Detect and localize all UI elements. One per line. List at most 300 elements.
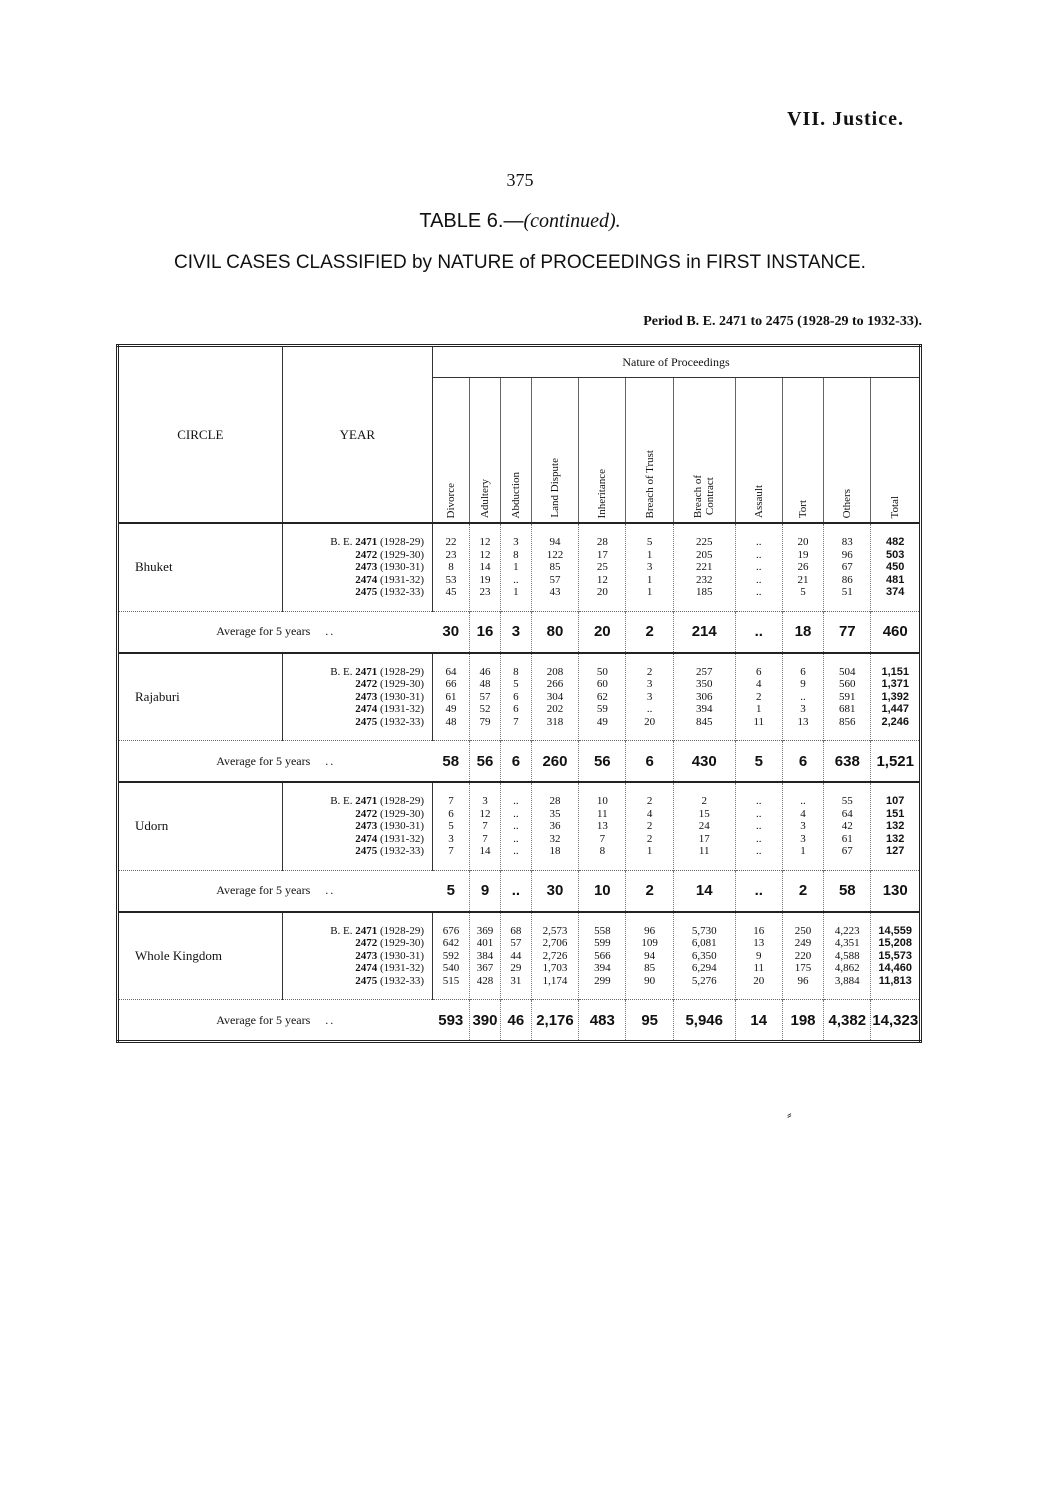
average-value: 56 bbox=[470, 741, 501, 783]
cell-value: 185 bbox=[695, 586, 713, 598]
cell-value: 5 bbox=[513, 678, 519, 690]
cell-value: 43 bbox=[549, 586, 561, 598]
cell-value: 5,730 bbox=[691, 924, 717, 937]
cell-value: 18 bbox=[549, 845, 561, 857]
cell-value: 11 bbox=[753, 962, 765, 974]
circle-name: Udorn bbox=[118, 782, 283, 870]
average-label bbox=[118, 1000, 433, 1042]
data-cell bbox=[824, 653, 871, 741]
cell-value: 515 bbox=[442, 974, 460, 987]
cell-value: 9 bbox=[756, 949, 762, 962]
data-cell bbox=[824, 912, 871, 1000]
data-cell bbox=[579, 653, 626, 741]
cell-value: 3,884 bbox=[834, 974, 860, 987]
cell-value: 20 bbox=[753, 974, 765, 987]
year-label: 2475 (1932-33) bbox=[355, 715, 424, 728]
average-row bbox=[118, 611, 921, 653]
data-cell bbox=[470, 782, 501, 870]
average-value: 14 bbox=[735, 1000, 782, 1042]
header-col-label: Breach of Trust bbox=[643, 449, 656, 518]
year-label: 2474 (1931-32) bbox=[355, 832, 424, 845]
cell-value: 57 bbox=[549, 573, 561, 586]
cell-value: 3 bbox=[448, 832, 454, 845]
cell-value: 67 bbox=[841, 845, 853, 857]
cell-value: 7 bbox=[482, 832, 488, 845]
cell-value: 61 bbox=[841, 832, 853, 845]
cell-value: 20 bbox=[644, 715, 656, 728]
cell-value: 6 bbox=[448, 807, 454, 820]
cell-value: 318 bbox=[546, 715, 564, 728]
cell-value: 6,081 bbox=[691, 937, 717, 949]
data-cell bbox=[531, 912, 578, 1000]
cell-value: 67 bbox=[841, 561, 853, 573]
data-cell bbox=[782, 523, 823, 611]
cell-value: 7 bbox=[448, 795, 454, 807]
data-cell bbox=[433, 782, 470, 870]
cell-value: 299 bbox=[594, 974, 611, 987]
header-col-inheritance bbox=[579, 378, 626, 524]
year-label: B. E. 2471 (1928-29) bbox=[330, 665, 424, 678]
data-cell bbox=[673, 653, 735, 741]
cell-value: 32 bbox=[549, 832, 561, 845]
cell-value: .. bbox=[756, 807, 762, 820]
cell-value: 374 bbox=[886, 586, 905, 598]
cell-value: 1 bbox=[646, 586, 653, 598]
average-value: 1,521 bbox=[871, 741, 921, 783]
cell-value: 59 bbox=[596, 703, 608, 715]
cell-value: 107 bbox=[886, 795, 905, 807]
cell-value: 249 bbox=[794, 937, 812, 949]
average-value: 6 bbox=[782, 741, 823, 783]
average-row bbox=[118, 741, 921, 783]
average-value: 2 bbox=[626, 870, 673, 912]
year-label: 2473 (1930-31) bbox=[355, 561, 424, 573]
average-value: 390 bbox=[470, 1000, 501, 1042]
cell-value: 504 bbox=[839, 665, 856, 678]
cell-value: .. bbox=[513, 573, 519, 586]
cell-value: 12 bbox=[479, 536, 491, 548]
average-value: 95 bbox=[626, 1000, 673, 1042]
year-label: B. E. 2471 (1928-29) bbox=[330, 924, 424, 937]
data-cell bbox=[673, 782, 735, 870]
cell-value: 36 bbox=[549, 820, 561, 832]
header-nature-of-proceedings: Nature of Proceedings bbox=[433, 346, 921, 378]
cell-value: 1,174 bbox=[542, 974, 568, 987]
cell-value: 24 bbox=[698, 820, 710, 832]
cell-value: 64 bbox=[445, 665, 457, 678]
data-cell bbox=[500, 782, 531, 870]
average-value: 14 bbox=[673, 870, 735, 912]
average-label-text: Average for 5 years bbox=[216, 883, 311, 897]
year-label: B. E. 2471 (1928-29) bbox=[330, 795, 424, 807]
cell-value: 3 bbox=[482, 795, 488, 807]
average-value: 483 bbox=[579, 1000, 626, 1042]
average-label bbox=[118, 741, 433, 783]
data-cell bbox=[735, 653, 782, 741]
cell-value: 599 bbox=[594, 937, 611, 949]
cell-value: 8 bbox=[513, 665, 519, 678]
header-col-others bbox=[824, 378, 871, 524]
header-col-label: Assault bbox=[752, 485, 765, 518]
circle-block-row bbox=[118, 912, 921, 1000]
header-col-label: Others bbox=[841, 488, 854, 518]
average-value: 77 bbox=[824, 611, 871, 653]
cell-value: 61 bbox=[445, 690, 457, 703]
cell-value: 2,573 bbox=[542, 924, 568, 937]
cell-value: 7 bbox=[599, 832, 606, 845]
average-value: 5 bbox=[433, 870, 470, 912]
cell-value: .. bbox=[756, 536, 762, 548]
cell-value: 394 bbox=[594, 962, 611, 974]
header-col-divorce bbox=[433, 378, 470, 524]
average-label-text: Average for 5 years bbox=[216, 1012, 311, 1027]
cell-value: 225 bbox=[695, 536, 713, 548]
data-cell bbox=[500, 523, 531, 611]
header-col-land-dispute bbox=[531, 378, 578, 524]
cell-value: 14 bbox=[479, 845, 491, 857]
average-value: 6 bbox=[626, 741, 673, 783]
cell-value: 57 bbox=[479, 690, 491, 703]
cell-value: 2,246 bbox=[881, 715, 909, 728]
cell-value: 2,706 bbox=[542, 937, 568, 949]
average-value: 80 bbox=[531, 611, 578, 653]
cell-value: 31 bbox=[510, 974, 522, 987]
year-label: B. E. 2471 (1928-29) bbox=[330, 536, 424, 548]
average-value: 30 bbox=[531, 870, 578, 912]
cell-value: 42 bbox=[841, 820, 853, 832]
cell-value: 60 bbox=[596, 678, 608, 690]
cell-value: 66 bbox=[445, 678, 457, 690]
cell-value: 1,392 bbox=[881, 690, 909, 703]
data-cell bbox=[735, 782, 782, 870]
cell-value: 7 bbox=[482, 820, 488, 832]
cell-value: 151 bbox=[886, 807, 905, 820]
year-label: 2473 (1930-31) bbox=[355, 690, 424, 703]
data-cell bbox=[824, 523, 871, 611]
cell-value: 4,588 bbox=[834, 949, 860, 962]
data-cell bbox=[673, 912, 735, 1000]
cell-value: 1,447 bbox=[881, 703, 909, 715]
cell-value: .. bbox=[513, 807, 519, 820]
cell-value: 86 bbox=[841, 573, 853, 586]
average-value: .. bbox=[735, 870, 782, 912]
average-label bbox=[118, 611, 433, 653]
cell-value: 681 bbox=[839, 703, 856, 715]
header-col-label: Breach of Contract bbox=[692, 474, 717, 518]
circle-name: Rajaburi bbox=[118, 653, 283, 741]
average-value: 130 bbox=[871, 870, 921, 912]
cell-value: 19 bbox=[797, 548, 809, 561]
cell-value: 49 bbox=[596, 715, 608, 728]
header-col-label: Abduction bbox=[509, 471, 522, 518]
cell-value: 83 bbox=[841, 536, 853, 548]
data-cell bbox=[500, 653, 531, 741]
cell-value: 64 bbox=[841, 807, 853, 820]
cell-value: 11 bbox=[597, 807, 608, 820]
stray-mark: ⸗ bbox=[787, 1108, 792, 1123]
cell-value: 384 bbox=[476, 949, 494, 962]
header-col-label: Divorce bbox=[445, 482, 458, 518]
data-cell bbox=[735, 523, 782, 611]
cell-value: 1 bbox=[646, 548, 653, 561]
cell-value: .. bbox=[756, 795, 762, 807]
data-cell bbox=[531, 523, 578, 611]
year-label: 2473 (1930-31) bbox=[355, 820, 424, 832]
cell-value: 48 bbox=[445, 715, 457, 728]
header-year: YEAR bbox=[282, 346, 432, 524]
table-subtitle: CIVIL CASES CLASSIFIED by NATURE of PROCEEDINGS in FIRST INSTANCE. bbox=[174, 252, 866, 273]
year-list bbox=[282, 523, 432, 611]
data-cell bbox=[433, 523, 470, 611]
cell-value: 250 bbox=[794, 924, 812, 937]
average-value: .. bbox=[500, 870, 531, 912]
data-cell bbox=[626, 782, 673, 870]
cell-value: 3 bbox=[646, 678, 653, 690]
data-cell bbox=[871, 912, 921, 1000]
cell-value: 1 bbox=[756, 703, 762, 715]
cell-value: 5 bbox=[800, 586, 806, 598]
cell-value: 367 bbox=[476, 962, 494, 974]
cell-value: 14,559 bbox=[878, 924, 913, 937]
cell-value: 845 bbox=[695, 715, 713, 728]
cell-value: 591 bbox=[839, 690, 856, 703]
data-cell bbox=[626, 523, 673, 611]
cell-value: 11,813 bbox=[878, 974, 912, 987]
circle-block-row bbox=[118, 653, 921, 741]
data-cell bbox=[673, 523, 735, 611]
cell-value: 22 bbox=[445, 536, 457, 548]
year-list bbox=[282, 912, 432, 1000]
cell-value: 4,223 bbox=[834, 924, 860, 937]
cell-value: 11 bbox=[753, 715, 765, 728]
circle-block-row bbox=[118, 782, 921, 870]
year-label: 2475 (1932-33) bbox=[355, 974, 424, 987]
cell-value: 46 bbox=[479, 665, 491, 678]
average-row bbox=[118, 870, 921, 912]
cell-value: 96 bbox=[644, 924, 656, 937]
cell-value: 205 bbox=[695, 548, 713, 561]
average-value: 5,946 bbox=[673, 1000, 735, 1042]
average-value: 58 bbox=[824, 870, 871, 912]
cell-value: 13 bbox=[797, 715, 809, 728]
cell-value: 856 bbox=[839, 715, 856, 728]
average-value: 2 bbox=[626, 611, 673, 653]
header-col-label: Land Dispute bbox=[548, 458, 561, 518]
cell-value: 127 bbox=[886, 845, 905, 857]
average-value: 2,176 bbox=[531, 1000, 578, 1042]
cell-value: 4 bbox=[756, 678, 762, 690]
cell-value: 2 bbox=[646, 832, 653, 845]
year-label: 2474 (1931-32) bbox=[355, 573, 424, 586]
cell-value: 6 bbox=[756, 665, 762, 678]
cell-value: 560 bbox=[839, 678, 856, 690]
circle-block-row bbox=[118, 523, 921, 611]
cell-value: 2 bbox=[646, 820, 653, 832]
header-col-breach-of-contract bbox=[673, 378, 735, 524]
cell-value: 20 bbox=[797, 536, 809, 548]
cell-value: 1,371 bbox=[881, 678, 909, 690]
data-cell bbox=[470, 653, 501, 741]
cell-value: 232 bbox=[695, 573, 713, 586]
cell-value: 12 bbox=[479, 548, 491, 561]
data-cell bbox=[531, 782, 578, 870]
average-value: 214 bbox=[673, 611, 735, 653]
cell-value: 401 bbox=[476, 937, 494, 949]
data-cell bbox=[579, 523, 626, 611]
cell-value: .. bbox=[513, 832, 519, 845]
table-title-continued: (continued). bbox=[523, 210, 621, 232]
average-label-dots: .. bbox=[310, 753, 336, 768]
cell-value: 94 bbox=[549, 536, 561, 548]
year-list bbox=[282, 782, 432, 870]
data-cell bbox=[531, 653, 578, 741]
cell-value: 350 bbox=[695, 678, 713, 690]
cell-value: 5,276 bbox=[691, 974, 717, 987]
cell-value: 94 bbox=[644, 949, 656, 962]
header-col-tort bbox=[782, 378, 823, 524]
cell-value: .. bbox=[756, 548, 762, 561]
year-label: 2475 (1932-33) bbox=[355, 845, 424, 857]
cell-value: 221 bbox=[695, 561, 713, 573]
average-value: 2 bbox=[782, 870, 823, 912]
cell-value: 9 bbox=[800, 678, 806, 690]
cell-value: 2 bbox=[646, 665, 653, 678]
cell-value: 428 bbox=[476, 974, 494, 987]
cell-value: 15,573 bbox=[878, 949, 913, 962]
cell-value: 481 bbox=[886, 573, 905, 586]
cell-value: 2 bbox=[646, 795, 653, 807]
cell-value: 12 bbox=[479, 807, 491, 820]
cell-value: 51 bbox=[841, 586, 853, 598]
cell-value: 13 bbox=[596, 820, 608, 832]
cell-value: 8 bbox=[513, 548, 519, 561]
cell-value: 1,703 bbox=[542, 962, 568, 974]
year-label: 2472 (1929-30) bbox=[355, 807, 424, 820]
year-label: 2472 (1929-30) bbox=[355, 548, 424, 561]
cell-value: 16 bbox=[753, 924, 765, 937]
cell-value: 540 bbox=[442, 962, 460, 974]
average-value: .. bbox=[735, 611, 782, 653]
average-value: 430 bbox=[673, 741, 735, 783]
header-col-label: Inheritance bbox=[596, 468, 609, 518]
cell-value: 304 bbox=[546, 690, 564, 703]
header-col-label: Adultery bbox=[478, 478, 491, 518]
year-label: 2475 (1932-33) bbox=[355, 586, 424, 598]
cell-value: 132 bbox=[886, 832, 905, 845]
cell-value: 592 bbox=[442, 949, 460, 962]
cell-value: 79 bbox=[479, 715, 491, 728]
cell-value: 68 bbox=[510, 924, 522, 937]
data-cell bbox=[871, 523, 921, 611]
cell-value: .. bbox=[800, 795, 806, 807]
average-value: 58 bbox=[433, 741, 470, 783]
average-row bbox=[118, 1000, 921, 1042]
cell-value: 482 bbox=[886, 536, 905, 548]
cell-value: 28 bbox=[596, 536, 608, 548]
cell-value: 13 bbox=[753, 937, 765, 949]
cell-value: 109 bbox=[641, 937, 658, 949]
cell-value: 208 bbox=[546, 665, 564, 678]
cell-value: 1 bbox=[513, 586, 519, 598]
average-value: 5 bbox=[735, 741, 782, 783]
cell-value: 1 bbox=[646, 573, 653, 586]
cell-value: 369 bbox=[476, 924, 494, 937]
cell-value: 23 bbox=[479, 586, 491, 598]
header-col-assault bbox=[735, 378, 782, 524]
cell-value: 3 bbox=[646, 561, 653, 573]
cell-value: 558 bbox=[594, 924, 611, 937]
data-cell bbox=[782, 782, 823, 870]
cell-value: 48 bbox=[479, 678, 491, 690]
cell-value: 220 bbox=[794, 949, 812, 962]
average-label-text: Average for 5 years bbox=[216, 753, 311, 768]
cell-value: 6 bbox=[513, 690, 519, 703]
cell-value: 503 bbox=[886, 548, 905, 561]
cell-value: 266 bbox=[546, 678, 564, 690]
average-value: 16 bbox=[470, 611, 501, 653]
cell-value: 6 bbox=[800, 665, 806, 678]
average-label-dots: .. bbox=[310, 883, 336, 897]
data-cell bbox=[579, 912, 626, 1000]
cell-value: 5 bbox=[448, 820, 454, 832]
cell-value: 2 bbox=[701, 795, 707, 807]
cell-value: 28 bbox=[549, 795, 561, 807]
cell-value: 7 bbox=[448, 845, 454, 857]
cell-value: 3 bbox=[800, 832, 806, 845]
average-label bbox=[118, 870, 433, 912]
cell-value: 90 bbox=[644, 974, 656, 987]
cell-value: 122 bbox=[546, 548, 564, 561]
average-value: 638 bbox=[824, 741, 871, 783]
data-cell bbox=[433, 653, 470, 741]
cell-value: 44 bbox=[510, 949, 522, 962]
civil-cases-table bbox=[116, 344, 922, 1043]
year-label: 2473 (1930-31) bbox=[355, 949, 424, 962]
cell-value: .. bbox=[513, 820, 519, 832]
data-cell bbox=[782, 912, 823, 1000]
cell-value: 23 bbox=[445, 548, 457, 561]
header-col-label: Tort bbox=[797, 499, 810, 518]
cell-value: 132 bbox=[886, 820, 905, 832]
cell-value: .. bbox=[756, 561, 762, 573]
year-label: 2474 (1931-32) bbox=[355, 962, 424, 974]
cell-value: 55 bbox=[841, 795, 853, 807]
circle-name: Whole Kingdom bbox=[118, 912, 283, 1000]
average-label-dots: .. bbox=[310, 624, 336, 638]
cell-value: 49 bbox=[445, 703, 457, 715]
data-cell bbox=[824, 782, 871, 870]
table-title-text: TABLE 6.— bbox=[419, 210, 524, 232]
average-value: 460 bbox=[871, 611, 921, 653]
average-label-dots: .. bbox=[310, 1012, 336, 1027]
header-col-label: Total bbox=[889, 495, 902, 518]
cell-value: 10 bbox=[596, 795, 608, 807]
period-label: Period B. E. 2471 to 2475 (1928-29 to 1932-33). bbox=[643, 314, 922, 329]
cell-value: 45 bbox=[445, 586, 457, 598]
cell-value: 8 bbox=[448, 561, 454, 573]
cell-value: 25 bbox=[596, 561, 608, 573]
data-cell bbox=[470, 523, 501, 611]
cell-value: 257 bbox=[695, 665, 713, 678]
cell-value: 57 bbox=[510, 937, 522, 949]
cell-value: 15,208 bbox=[878, 937, 913, 949]
table-title bbox=[0, 210, 1040, 233]
cell-value: 8 bbox=[599, 845, 606, 857]
cell-value: 4 bbox=[646, 807, 653, 820]
cell-value: 6,350 bbox=[691, 949, 717, 962]
year-list bbox=[282, 653, 432, 741]
circle-name: Bhuket bbox=[118, 523, 283, 611]
